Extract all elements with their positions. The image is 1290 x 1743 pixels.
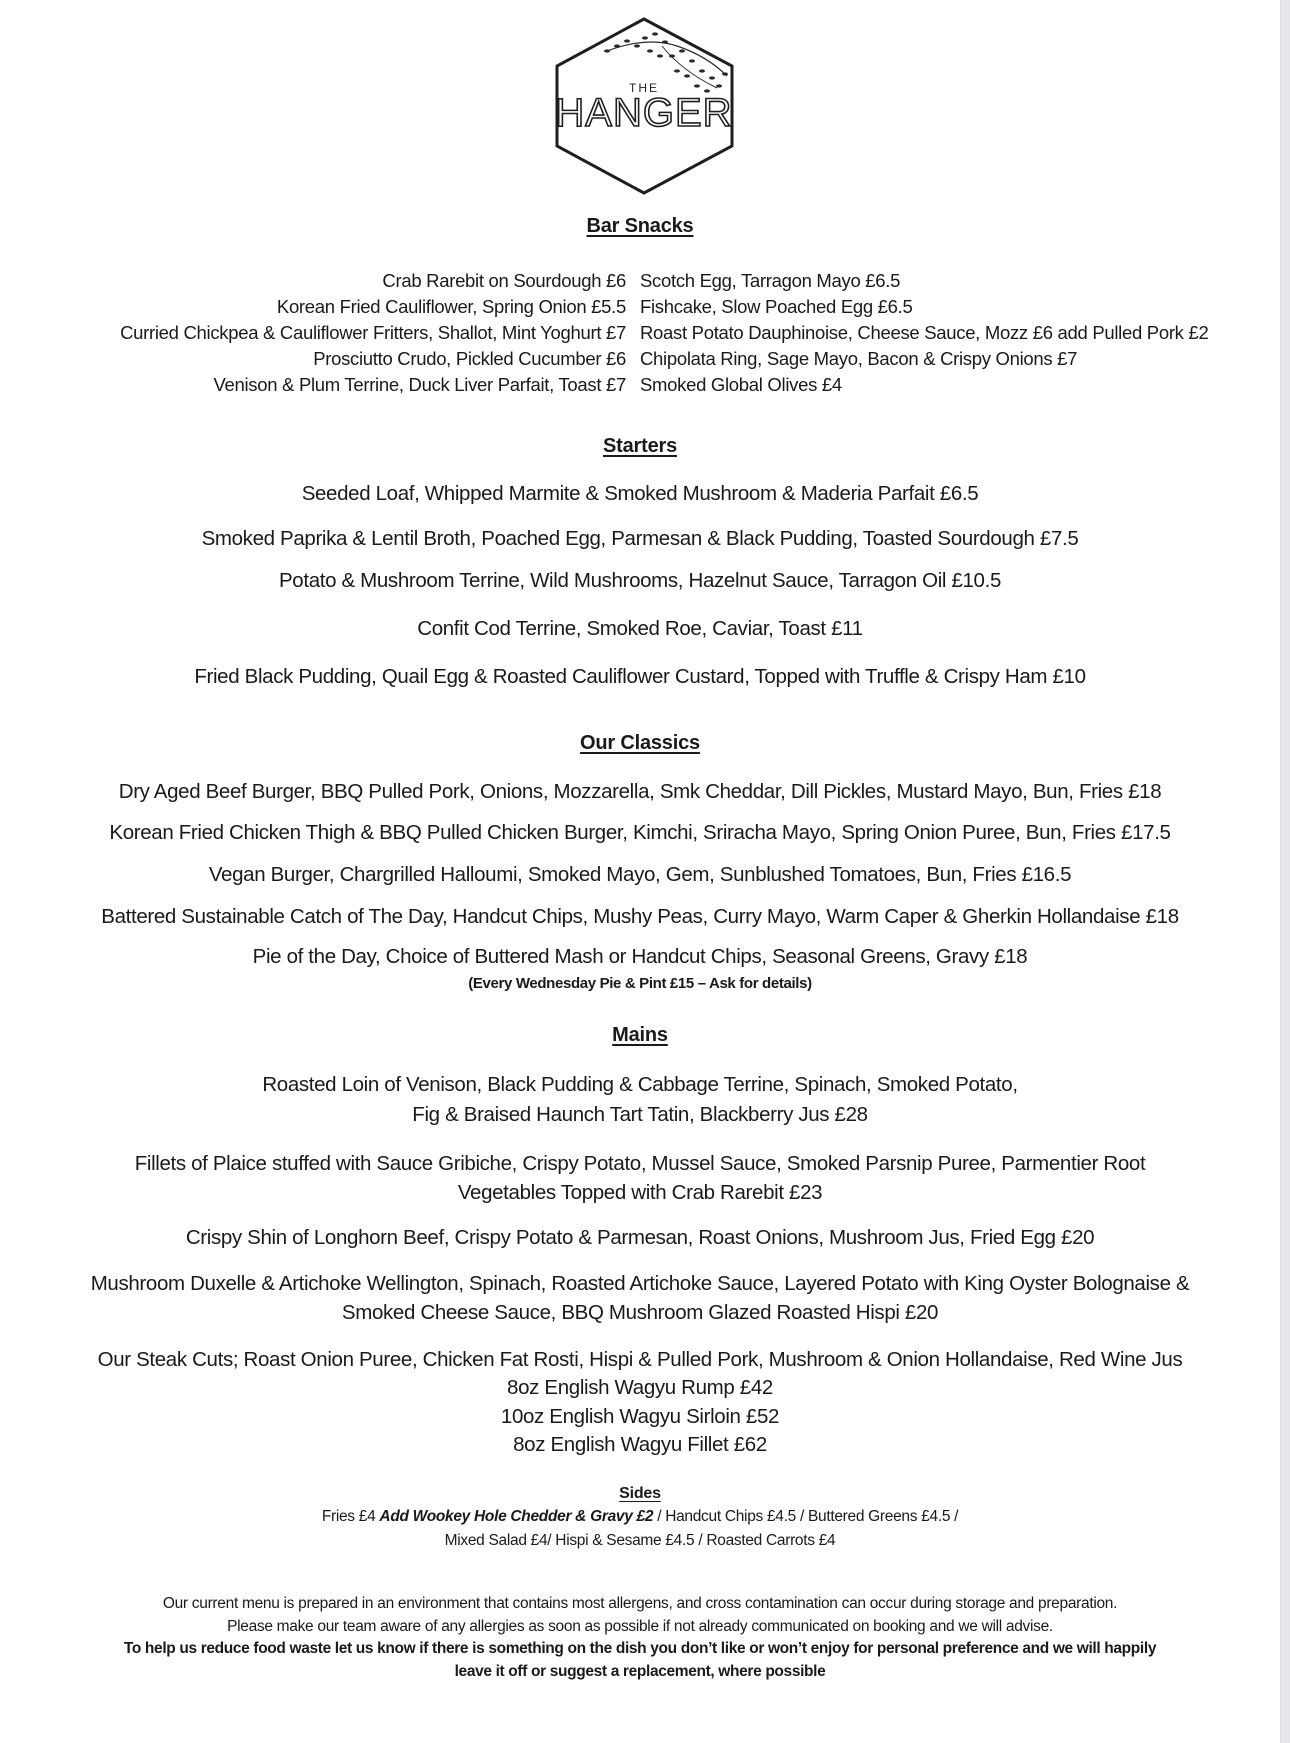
menu-item: Fishcake, Slow Poached Egg £6.5	[640, 296, 913, 317]
menu-item: Dry Aged Beef Burger, BBQ Pulled Pork, Onions, Mozzarella, Smk Cheddar, Dill Pickles, Mustard Mayo, Bun, Fries £18	[118, 780, 1162, 803]
menu-item: Korean Fried Cauliflower, Spring Onion £5.5	[276, 296, 626, 317]
svg-text:HANGER: HANGER	[555, 91, 733, 135]
allergen-notice: Our current menu is prepared in an environment that contains most allergens, and cross contamination can occur during storage and preparation.	[162, 1595, 1118, 1612]
steak-cut-item: 8oz English Wagyu Fillet £62	[513, 1433, 767, 1456]
steak-cut-item: 8oz English Wagyu Rump £42	[507, 1376, 773, 1399]
food-waste-notice: To help us reduce food waste let us know if there is something on the dish you don’t like or won’t enjoy for personal preference and we will happily	[123, 1640, 1157, 1657]
section-heading-bar-snacks: Bar Snacks	[586, 215, 694, 237]
sides-line-2: Mixed Salad £4/ Hispi & Sesame £4.5 / Roasted Carrots £4	[444, 1532, 836, 1549]
page-edge-strip	[1280, 0, 1290, 1743]
sides-line-1	[0, 1508, 1280, 1526]
section-heading-our-classics: Our Classics	[580, 732, 700, 754]
menu-item: Prosciutto Crudo, Pickled Cucumber £6	[313, 348, 626, 369]
menu-item: Fillets of Plaice stuffed with Sauce Gribiche, Crispy Potato, Mussel Sauce, Smoked Parsnip Puree, Parmentier Root	[134, 1152, 1146, 1175]
sides-fries: Fries £4	[321, 1508, 380, 1525]
menu-item: Korean Fried Chicken Thigh & BBQ Pulled Chicken Burger, Kimchi, Sriracha Mayo, Spring Onion Puree, Bun, Fries £17.5	[109, 821, 1171, 844]
sides-other: / Handcut Chips £4.5 / Buttered Greens £4.5 /	[653, 1508, 959, 1525]
menu-item: Battered Sustainable Catch of The Day, Handcut Chips, Mushy Peas, Curry Mayo, Warm Caper & Gherkin Hollandaise £18	[101, 905, 1179, 928]
sides-fries-addon: Add Wookey Hole Chedder & Gravy £2	[379, 1508, 654, 1525]
menu-item: Pie of the Day, Choice of Buttered Mash or Handcut Chips, Seasonal Greens, Gravy £18	[252, 945, 1028, 968]
food-waste-notice: leave it off or suggest a replacement, where possible	[454, 1663, 826, 1680]
menu-item: Chipolata Ring, Sage Mayo, Bacon & Crispy Onions £7	[640, 348, 1078, 369]
allergen-notice: Please make our team aware of any allergies as soon as possible if not already communicated on booking and we will advise.	[227, 1618, 1053, 1635]
menu-item: Smoked Global Olives £4	[640, 374, 842, 395]
section-heading-mains: Mains	[612, 1024, 668, 1046]
menu-item: Vegan Burger, Chargrilled Halloumi, Smoked Mayo, Gem, Sunblushed Tomatoes, Bun, Fries £16.5	[208, 863, 1072, 886]
menu-item: Mushroom Duxelle & Artichoke Wellington, Spinach, Roasted Artichoke Sauce, Layered Potato with King Oyster Bolognaise &	[90, 1272, 1190, 1295]
pie-and-pint-note: (Every Wednesday Pie & Pint £15 – Ask for details)	[468, 975, 812, 992]
menu-item: Smoked Paprika & Lentil Broth, Poached Egg, Parmesan & Black Pudding, Toasted Sourdough £7.5	[201, 527, 1079, 550]
menu-item: Crispy Shin of Longhorn Beef, Crispy Potato & Parmesan, Roast Onions, Mushroom Jus, Fried Egg £20	[185, 1226, 1095, 1249]
steak-cut-item: 10oz English Wagyu Sirloin £52	[500, 1405, 780, 1428]
hanger-logo	[547, 16, 742, 196]
menu-item-continued: Smoked Cheese Sauce, BBQ Mushroom Glazed Roasted Hispi £20	[341, 1301, 939, 1324]
menu-item: Potato & Mushroom Terrine, Wild Mushrooms, Hazelnut Sauce, Tarragon Oil £10.5	[278, 569, 1002, 592]
menu-item: Roasted Loin of Venison, Black Pudding & Cabbage Terrine, Spinach, Smoked Potato,	[262, 1073, 1018, 1096]
section-heading-starters: Starters	[603, 435, 677, 457]
menu-item: Scotch Egg, Tarragon Mayo £6.5	[640, 270, 901, 291]
menu-item: Curried Chickpea & Cauliflower Fritters, Shallot, Mint Yoghurt £7	[120, 322, 626, 343]
menu-item: Confit Cod Terrine, Smoked Roe, Caviar, Toast £11	[417, 617, 863, 640]
menu-item: Seeded Loaf, Whipped Marmite & Smoked Mushroom & Maderia Parfait £6.5	[301, 482, 979, 505]
hexagon-tree-branch-icon	[547, 16, 742, 196]
menu-item: Venison & Plum Terrine, Duck Liver Parfait, Toast £7	[213, 374, 626, 395]
menu-item-continued: Vegetables Topped with Crab Rarebit £23	[457, 1181, 823, 1204]
menu-item: Crab Rarebit on Sourdough £6	[382, 270, 626, 291]
menu-item: Fried Black Pudding, Quail Egg & Roasted Cauliflower Custard, Topped with Truffle & Crispy Ham £10	[194, 665, 1086, 688]
steak-cuts-intro: Our Steak Cuts; Roast Onion Puree, Chicken Fat Rosti, Hispi & Pulled Pork, Mushroom & Onion Hollandaise, Red Wine Jus	[97, 1348, 1183, 1371]
section-heading-sides: Sides	[619, 1485, 661, 1502]
svg-text:THE: THE	[629, 81, 659, 95]
menu-item-continued: Fig & Braised Haunch Tart Tatin, Blackberry Jus £28	[412, 1103, 868, 1126]
menu-item: Roast Potato Dauphinoise, Cheese Sauce, Mozz £6 add Pulled Pork £2	[640, 322, 1209, 343]
